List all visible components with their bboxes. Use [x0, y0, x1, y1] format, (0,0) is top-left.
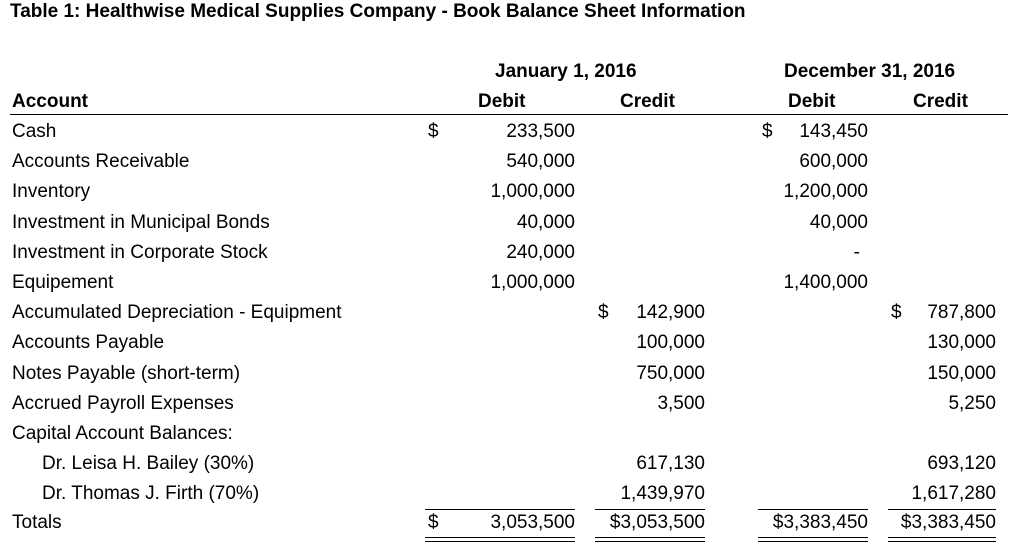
cell-debit-dec: 600,000: [799, 151, 868, 172]
account-label: Inventory: [12, 181, 91, 202]
cell-debit-dec: 40,000: [809, 212, 868, 233]
totals-credit-jan: $3,053,500: [609, 512, 705, 533]
cell-credit-jan: 100,000: [636, 332, 705, 353]
header-period-dec: December 31, 2016: [784, 61, 956, 82]
totals-double-rule-debit-dec: [758, 537, 868, 542]
cell-debit-jan: 1,000,000: [490, 181, 575, 202]
totals-double-rule-debit-jan: [425, 537, 575, 542]
cell-debit-dec: 143,450: [799, 121, 868, 142]
cell-debit-jan: 1,000,000: [490, 272, 575, 293]
cell-credit-dec: 693,120: [927, 453, 996, 474]
header-debit-dec: Debit: [788, 91, 836, 112]
cell-debit-dec: 1,400,000: [783, 272, 868, 293]
cell-credit-dec: 5,250: [948, 393, 996, 414]
account-label: Accounts Receivable: [12, 151, 190, 172]
subtotal-rule-credit-jan: [595, 509, 705, 510]
cell-credit-dec: 1,617,280: [911, 483, 996, 504]
cell-debit-jan-symbol: $: [428, 121, 439, 142]
account-label: Notes Payable (short-term): [12, 363, 241, 384]
account-label: Accounts Payable: [12, 332, 165, 353]
cell-debit-dec: 1,200,000: [783, 181, 868, 202]
account-label: Equipement: [12, 272, 114, 293]
cell-debit-jan: 240,000: [506, 242, 575, 263]
totals-double-rule-credit-jan: [595, 537, 705, 542]
account-label: Dr. Leisa H. Bailey (30%): [42, 453, 255, 474]
cell-credit-jan-symbol: $: [598, 302, 609, 323]
cell-credit-dec-symbol: $: [891, 302, 902, 323]
cell-debit-jan: 40,000: [516, 212, 575, 233]
subtotal-rule-debit-dec: [758, 509, 868, 510]
cell-credit-jan: 142,900: [636, 302, 705, 323]
account-label: Dr. Thomas J. Firth (70%): [42, 483, 260, 504]
account-label: Accrued Payroll Expenses: [12, 393, 234, 414]
header-period-jan: January 1, 2016: [495, 61, 637, 82]
totals-label: Totals: [12, 512, 62, 533]
account-label: Accumulated Depreciation - Equipment: [12, 302, 342, 323]
account-label: Investment in Municipal Bonds: [12, 212, 270, 233]
subtotal-rule-credit-dec: [888, 509, 996, 510]
cell-credit-jan: 3,500: [657, 393, 705, 414]
totals-credit-dec: $3,383,450: [900, 512, 996, 533]
cell-credit-jan: 1,439,970: [620, 483, 705, 504]
cell-debit-jan: 233,500: [506, 121, 575, 142]
header-credit-jan: Credit: [620, 91, 675, 112]
account-label: Cash: [12, 121, 57, 142]
totals-debit-dec: $3,383,450: [772, 512, 868, 533]
account-label: Capital Account Balances:: [12, 423, 233, 444]
subtotal-rule-debit-jan: [425, 509, 575, 510]
header-rule: [10, 114, 1008, 115]
cell-credit-jan: 617,130: [636, 453, 705, 474]
cell-debit-jan: 540,000: [506, 151, 575, 172]
cell-credit-dec: 787,800: [927, 302, 996, 323]
cell-debit-dec-symbol: $: [762, 121, 773, 142]
cell-credit-dec: 150,000: [927, 363, 996, 384]
header-account: Account: [12, 91, 88, 112]
header-debit-jan: Debit: [478, 91, 526, 112]
header-credit-dec: Credit: [913, 91, 968, 112]
cell-debit-dec: -: [853, 242, 860, 263]
account-label: Investment in Corporate Stock: [12, 242, 268, 263]
table-title: Table 1: Healthwise Medical Supplies Company - Book Balance Sheet Information: [10, 1, 746, 22]
totals-debit-jan: 3,053,500: [490, 512, 575, 533]
cell-credit-jan: 750,000: [636, 363, 705, 384]
totals-debit-jan-symbol: $: [428, 512, 439, 533]
totals-double-rule-credit-dec: [888, 537, 996, 542]
cell-credit-dec: 130,000: [927, 332, 996, 353]
